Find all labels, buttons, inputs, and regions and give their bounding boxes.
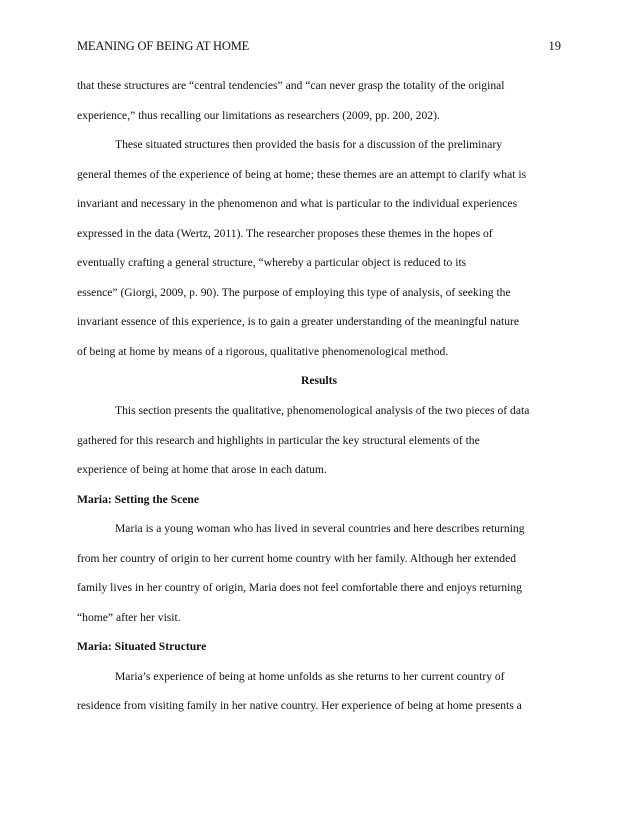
paragraph-start-line: Maria’s experience of being at home unfolds as she returns to her current country of [115,669,505,683]
text-line: of being at home by means of a rigorous, qualitative phenomenological method. [77,344,449,358]
text-line: expressed in the data (Wertz, 2011). The researcher proposes these themes in the hopes of [77,226,493,240]
text-line: “home” after her visit. [77,610,181,624]
text-line: family lives in her country of origin, Maria does not feel comfortable there and enjoys returning [77,581,522,595]
text-line: experience of being at home that arose in each datum. [77,463,327,477]
text-line: experience,” thus recalling our limitations as researchers (2009, pp. 200, 202). [77,108,440,122]
paragraph-start-line: Maria is a young woman who has lived in several countries and here describes returning [115,522,525,536]
text-line: invariant and necessary in the phenomenon and what is particular to the individual experiences [77,197,518,211]
text-line: residence from visiting family in her native country. Her experience of being at home presents a [77,699,522,713]
text-line: gathered for this research and highlights in particular the key structural elements of the [77,433,480,447]
paragraph-start-line: This section presents the qualitative, phenomenological analysis of the two pieces of data [115,404,530,418]
section-heading-results: Results [300,374,338,388]
document-body [77,71,561,721]
text-line: that these structures are “central tendencies” and “can never grasp the totality of the original [77,79,505,92]
page-number: 19 [548,39,561,53]
text-line: invariant essence of this experience, is to gain a greater understanding of the meaningful nature [77,315,520,329]
running-head-title: MEANING OF BEING AT HOME [77,39,250,53]
text-line: from her country of origin to her current home country with her family. Although her extended [77,551,517,565]
paragraph-start-line: These situated structures then provided the basis for a discussion of the preliminary [115,138,503,152]
text-line: general themes of the experience of being at home; these themes are an attempt to clarify what is [77,167,527,181]
text-line: eventually crafting a general structure, “whereby a particular object is reduced to its [77,256,467,270]
text-line: essence” (Giorgi, 2009, p. 90). The purpose of employing this type of analysis, of seeking the [77,285,511,299]
subheading-situated-structure: Maria: Situated Structure [77,640,207,654]
subheading-setting-the-scene: Maria: Setting the Scene [77,492,200,506]
